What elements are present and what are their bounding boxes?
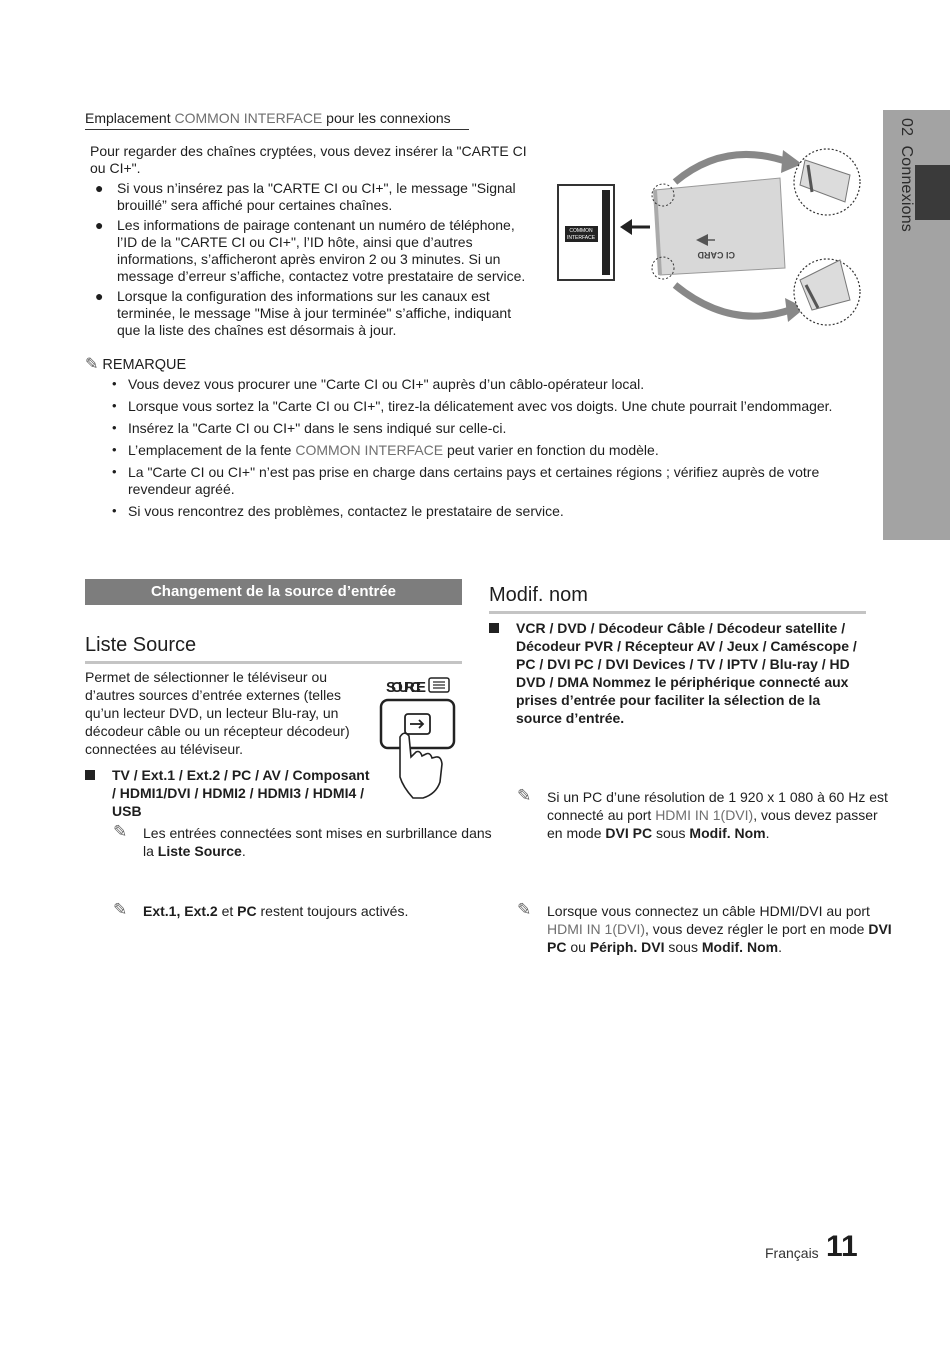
slot-opening <box>602 190 610 275</box>
ci-bullet-list <box>95 180 530 342</box>
slot-label: COMMON <box>569 228 593 234</box>
list-item: • Vous devez vous procurer une "Carte CI ou CI+" auprès d’un câblo-opérateur local. <box>112 376 645 392</box>
ci-heading-highlight: COMMON INTERFACE <box>174 110 323 126</box>
list-item: ● Lorsque la configuration des informations sur les canaux est terminée, le message "Mise à jour terminée" s’affiche, indiquant que la liste des chaînes est désormais à jour. <box>95 288 512 338</box>
chapter-side-tab <box>883 110 950 540</box>
list-item: • La "Carte CI ou CI+" n’est pas prise en charge dans certains pays et certaines régions ; vérifiez auprès de votre revendeur agréé. <box>112 464 820 497</box>
note-pencil-icon: ✎ <box>517 786 532 805</box>
note-pencil-icon: ✎ <box>85 356 99 373</box>
note-pencil-icon: ✎ <box>517 900 532 919</box>
source-button-label: SOURCE <box>386 679 426 696</box>
liste-source-note: ✎ Ext.1, Ext.2 et PC restent toujours activés. <box>113 900 409 919</box>
ci-section-heading <box>85 110 469 130</box>
remark-heading: ✎ REMARQUE <box>85 356 187 373</box>
zoom-arrow-top <box>675 154 788 182</box>
liste-source-note: ✎ Les entrées connectées sont mises en surbrillance dans la Liste Source. <box>113 822 492 859</box>
list-item: ● Les informations de pairage contenant un numéro de téléphone, l’ID de la "CARTE CI ou CI+", l’ID hôte, ainsi que d’autres informations, s’afficheront après environ 2 ou 3 minutes. Si un message d’erreur s’affiche, contactez votre prestataire de service. <box>95 217 526 284</box>
footer-language: Français <box>765 1245 819 1261</box>
modif-nom-title: Modif. nom <box>489 584 866 614</box>
list-item: • Lorsque vous sortez la "Carte CI ou CI+", tirez-la délicatement avec vos doigts. Une chute pourrait l’endommager. <box>112 398 833 414</box>
svg-text:INTERFACE: INTERFACE <box>566 235 596 241</box>
note-pencil-icon: ✎ <box>113 900 128 919</box>
chapter-number: 02 <box>898 118 915 137</box>
modif-nom-note: ✎ Si un PC d’une résolution de 1 920 x 1 080 à 60 Hz est connecté au port HDMI IN 1(DVI), vous devez passer en mode DVI PC sous Modif. Nom. <box>517 786 888 841</box>
modif-nom-note: ✎ Lorsque vous connectez un câble HDMI/DVI au port HDMI IN 1(DVI), vous devez régler le port en mode DVI PC ou Périph. DVI sous Modif. Nom. <box>517 900 892 955</box>
list-item: • Insérez la "Carte CI ou CI+" dans le sens indiqué sur celle-ci. <box>112 420 507 436</box>
zoom-arrow-bottom <box>675 285 790 316</box>
modif-nom-items <box>489 619 869 727</box>
ci-intro-text: Pour regarder des chaînes cryptées, vous devez insérer la "CARTE CI ou CI+". <box>90 143 527 176</box>
chapter-tab-marker <box>915 165 950 220</box>
list-item: VCR / DVD / Décodeur Câble / Décodeur satellite / Décodeur PVR / Récepteur AV / Jeux / Caméscope / PC / DVI PC / DVI Devices / TV / IPTV / Blu-ray / HD DVD / DMA Nommez le périphérique connecté aux prises d’entrée pour faciliter la sélection de la source d’entrée. <box>489 619 869 727</box>
ci-card-label: CI CARD <box>697 250 735 260</box>
page-number: 11 <box>826 1230 858 1263</box>
liste-source-items <box>85 766 375 820</box>
list-item: TV / Ext.1 / Ext.2 / PC / AV / Composant / HDMI1/DVI / HDMI2 / HDMI3 / HDMI4 / USB <box>85 766 375 820</box>
section-bar-title: Changement de la source d’entrée <box>85 579 462 605</box>
list-item: • L’emplacement de la fente COMMON INTERFACE peut varier en fonction du modèle. <box>112 442 659 458</box>
liste-source-paragraph: Permet de sélectionner le téléviseur ou d’autres sources d’entrée externes (telles qu’un lecteur DVD, un lecteur Blu-ray, un décodeur câble ou un récepteur décodeur) connectées au téléviseur. <box>85 669 350 757</box>
ci-card-illustration <box>550 140 865 335</box>
square-bullet-icon <box>489 623 499 633</box>
chapter-title: Connexions <box>898 145 915 232</box>
ci-heading-pre: Emplacement <box>85 110 175 126</box>
liste-source-title: Liste Source <box>85 634 462 664</box>
list-item: ● Si vous n’insérez pas la "CARTE CI ou CI+", le message "Signal brouillé” sera affiché pour certaines chaînes. <box>95 180 516 213</box>
list-item: • Si vous rencontrez des problèmes, contactez le prestataire de service. <box>112 503 564 519</box>
square-bullet-icon <box>85 770 95 780</box>
chapter-label <box>883 118 915 232</box>
note-pencil-icon: ✎ <box>113 822 128 841</box>
source-button-illustration <box>378 672 464 802</box>
ci-heading-post: pour les connexions <box>322 110 451 126</box>
remark-list <box>112 376 852 525</box>
